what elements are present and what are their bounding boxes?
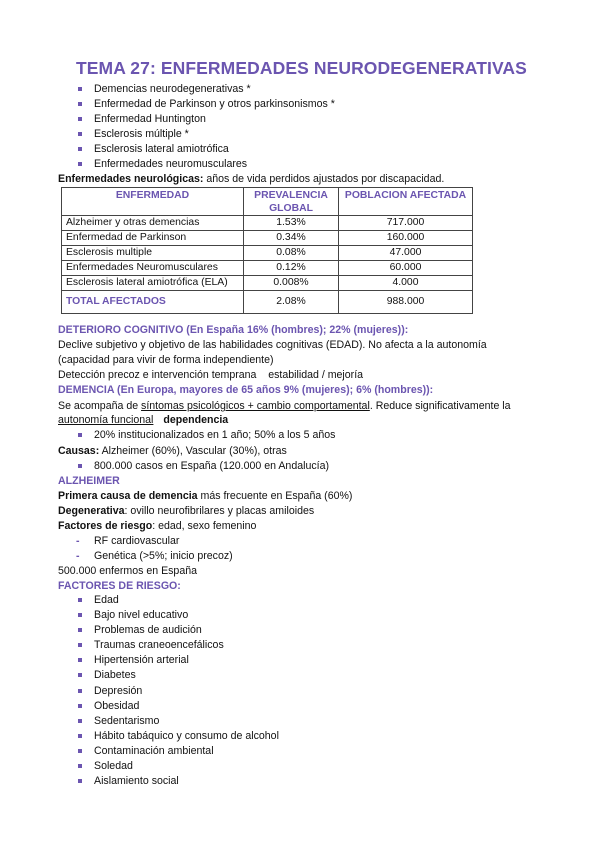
alzheimer-degenerativa	[58, 504, 314, 518]
table-row	[62, 246, 473, 261]
demencia-heading: DEMENCIA (En Europa, mayores de 65 años 9% (mujeres); 6% (hombres)):	[58, 384, 434, 396]
list-item: Enfermedad Huntington	[76, 112, 335, 127]
list-item: Traumas craneoencefálicos	[76, 638, 279, 653]
cell: 4.000	[339, 276, 473, 291]
cell: Esclerosis lateral amiotrófica (ELA)	[62, 276, 244, 291]
cell: 988.000	[339, 291, 473, 314]
text: más frecuente en España (60%)	[197, 490, 353, 502]
list-item: Contaminación ambiental	[76, 744, 279, 759]
text-bold: Factores de riesgo	[58, 520, 153, 532]
list-item: Enfermedades neuromusculares	[76, 157, 335, 172]
demencia-list-2	[76, 459, 329, 474]
table-header-row	[62, 188, 473, 216]
list-item: Soledad	[76, 759, 279, 774]
factores-heading: FACTORES DE RIESGO:	[58, 580, 181, 592]
cell: 160.000	[339, 231, 473, 246]
text: Se acompaña de	[58, 400, 142, 412]
table-total-row	[62, 291, 473, 314]
causas-label: Causas:	[58, 445, 100, 457]
cell: 0.34%	[244, 231, 339, 246]
demencia-line-1	[58, 399, 511, 413]
deterioro-line-1: Declive subjetivo y objetivo de las habilidades cognitivas (EDAD). No afecta a la autonomía	[58, 339, 487, 351]
list-item: - Genética (>5%; inicio precoz)	[76, 549, 233, 564]
alzheimer-primera	[58, 489, 352, 503]
list-item: Problemas de audición	[76, 623, 279, 638]
causas-line	[58, 444, 287, 458]
cell: 1.53%	[244, 216, 339, 231]
list-item: Hábito tabáquico y consumo de alcohol	[76, 729, 279, 744]
demencia-list-1	[76, 428, 335, 443]
causas-text: Alzheimer (60%), Vascular (30%), otras	[99, 445, 287, 457]
cell: 0.08%	[244, 246, 339, 261]
list-item: 800.000 casos en España (120.000 en Andalucía)	[76, 459, 329, 474]
neuro-label: Enfermedades neurológicas:	[58, 173, 204, 185]
alzheimer-enfermos: 500.000 enfermos en España	[58, 565, 197, 577]
cell: Enfermedad de Parkinson	[62, 231, 244, 246]
list-item: Obesidad	[76, 699, 279, 714]
col-header-enfermedad: ENFERMEDAD	[62, 188, 244, 216]
text-underlined: síntomas psicológicos + cambio comportamental	[141, 400, 370, 412]
list-item: Diabetes	[76, 668, 279, 683]
alzheimer-sub-list	[76, 534, 233, 564]
list-item: Demencias neurodegenerativas *	[76, 82, 335, 97]
cell: 60.000	[339, 261, 473, 276]
cell: 47.000	[339, 246, 473, 261]
neuro-line	[58, 172, 444, 186]
text-bold: dependencia	[163, 414, 229, 426]
alzheimer-riesgo	[58, 519, 256, 533]
demencia-line-2	[58, 413, 228, 427]
list-item: Esclerosis múltiple *	[76, 127, 335, 142]
alzheimer-heading: ALZHEIMER	[58, 475, 120, 487]
cell: 0.008%	[244, 276, 339, 291]
table-row	[62, 216, 473, 231]
text-bold: Degenerativa	[58, 505, 125, 517]
list-item: Sedentarismo	[76, 714, 279, 729]
topic-list	[76, 82, 335, 173]
text: : edad, sexo femenino	[152, 520, 257, 532]
list-item: 20% institucionalizados en 1 año; 50% a los 5 años	[76, 428, 335, 443]
deterioro-heading: DETERIORO COGNITIVO (En España 16% (hombres); 22% (mujeres)):	[58, 324, 409, 336]
cell: Esclerosis multiple	[62, 246, 244, 261]
list-item: - RF cardiovascular	[76, 534, 233, 549]
list-item: Aislamiento social	[76, 774, 279, 789]
text-bold: Primera causa de demencia	[58, 490, 198, 502]
cell: TOTAL AFECTADOS	[62, 291, 244, 314]
page-title: TEMA 27: ENFERMEDADES NEURODEGENERATIVAS	[76, 58, 527, 78]
list-item: Bajo nivel educativo	[76, 608, 279, 623]
cell: 717.000	[339, 216, 473, 231]
col-header-poblacion: POBLACION AFECTADA	[339, 188, 473, 216]
factores-list	[76, 593, 279, 789]
list-item: Enfermedad de Parkinson y otros parkinsonismos *	[76, 97, 335, 112]
table-row	[62, 231, 473, 246]
text: : ovillo neurofibrilares y placas amiloides	[124, 505, 315, 517]
list-item: Esclerosis lateral amiotrófica	[76, 142, 335, 157]
cell: Alzheimer y otras demencias	[62, 216, 244, 231]
list-item: Hipertensión arterial	[76, 653, 279, 668]
deterioro-line-3: Detección precoz e intervención temprana estabilidad / mejoría	[58, 369, 364, 381]
table-row	[62, 276, 473, 291]
neuro-text: años de vida perdidos ajustados por discapacidad.	[203, 173, 445, 185]
text: . Reduce significativamente la	[369, 400, 511, 412]
table-row	[62, 261, 473, 276]
cell: 2.08%	[244, 291, 339, 314]
list-item: Depresión	[76, 684, 279, 699]
cell: 0.12%	[244, 261, 339, 276]
deterioro-line-2: (capacidad para vivir de forma independiente)	[58, 354, 274, 366]
col-header-prevalencia: PREVALENCIA GLOBAL	[244, 188, 339, 216]
cell: Enfermedades Neuromusculares	[62, 261, 244, 276]
list-item: Edad	[76, 593, 279, 608]
text-underlined: autonomía funcional	[58, 414, 154, 426]
disease-table	[61, 187, 473, 314]
